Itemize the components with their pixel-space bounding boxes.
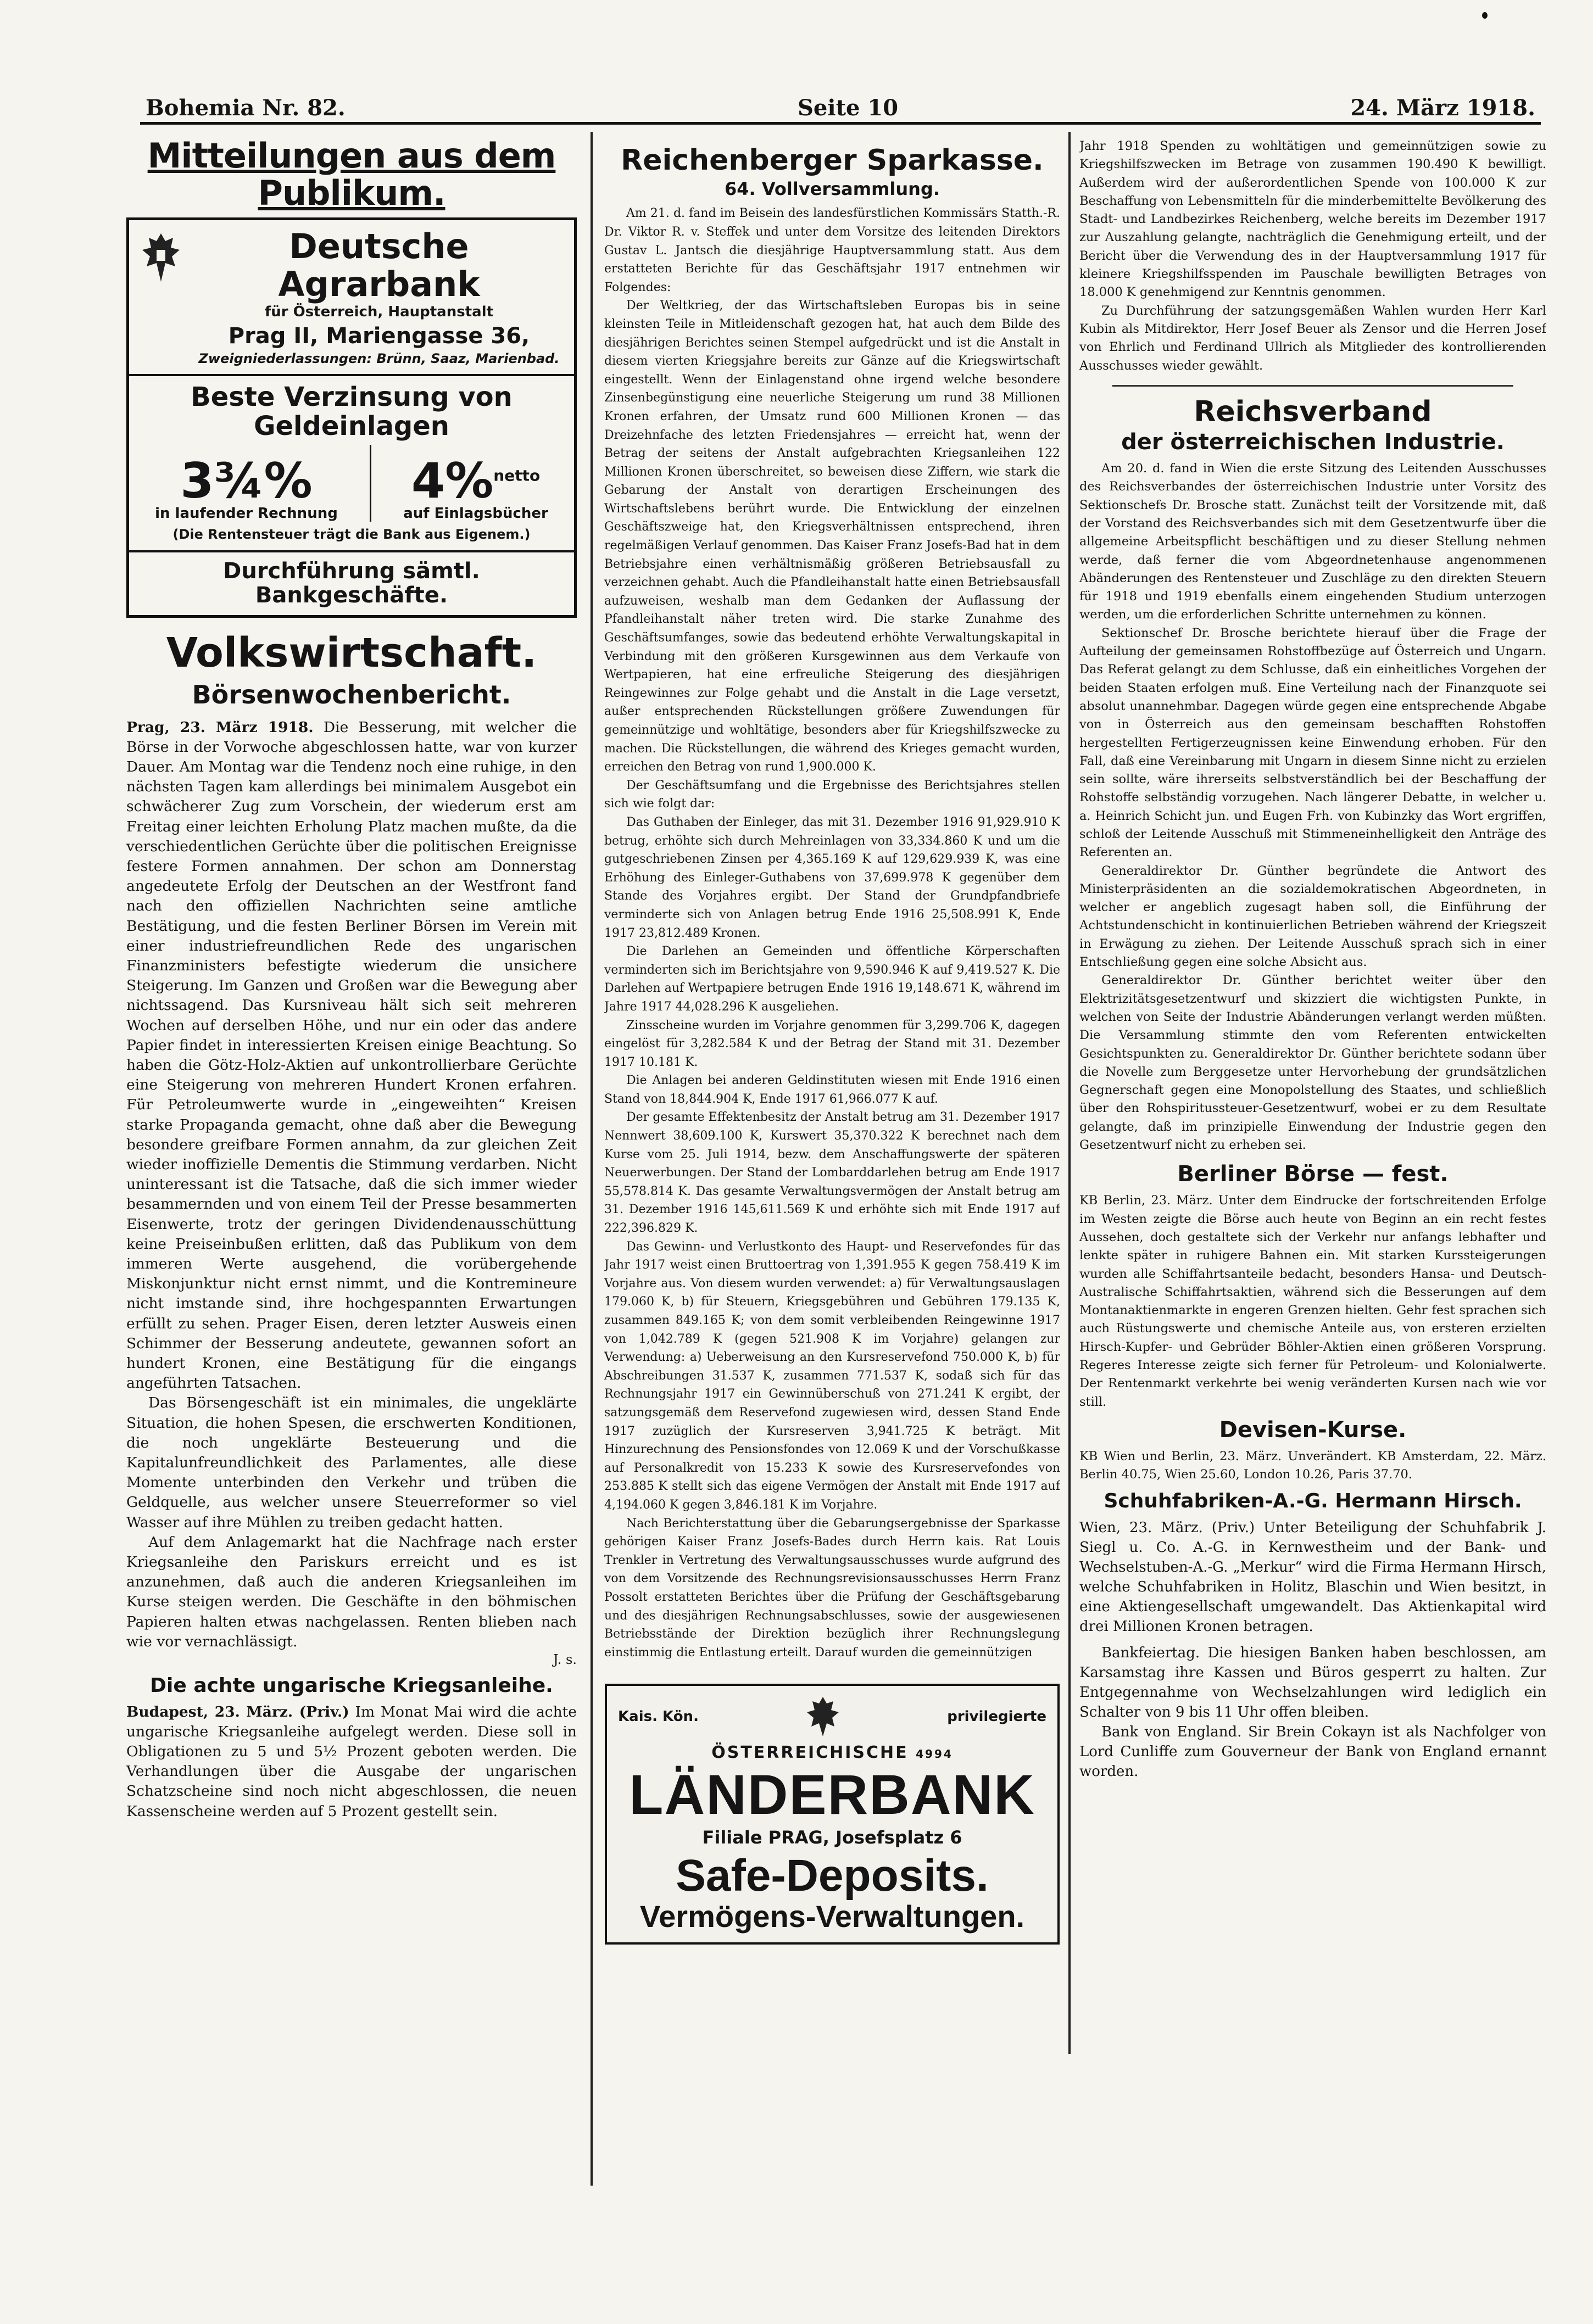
- sparkasse-cont-p2: Zu Durchführung der satzungsgemäßen Wahlen wurden Herr Karl Kubin als Mitdirektor, Herr Josef Beuer als Zensor und die Herren Josef von Ehrlich und Ferdinand Ullrich als Mitglieder des kontrollierenden Ausschusses wieder gewählt.: [1079, 303, 1546, 373]
- agrarbank-address: Prag II, Mariengasse 36,: [228, 323, 530, 349]
- column-rule-2: [1068, 132, 1071, 2054]
- sparkasse-p7: Die Anlagen bei anderen Geldinstituten wiesen mit Ende 1916 einen Stand von 18,844.904 K, Ende 1917 61,966.077 K auf.: [604, 1074, 1060, 1106]
- agrarbank-ad: [126, 217, 577, 617]
- separator: [1112, 385, 1513, 387]
- rate-current-label: in laufender Rechnung: [155, 505, 338, 522]
- agrarbank-tax-note: (Die Rentensteuer trägt die Bank aus Eigenem.): [172, 527, 531, 543]
- rate-books: [403, 452, 548, 522]
- ungarisch-text: Im Monat Mai wird die achte ungarische Kriegsanleihe aufgelegt werden. Diese soll in Obligationen zu 5 und 5½ Prozent geboten werden. Die Verhandlungen über die Ausgabe der ungarischen Schatzscheine sind noch nicht abgeschlossen, die neuen Kassenscheine werden auf 5 Prozent gestellt sein.: [126, 1703, 577, 1820]
- sparkasse-subtitle: 64. Vollversammlung.: [724, 178, 940, 200]
- bankfeiertag-text: Bankfeiertag. Die hiesigen Banken haben beschlossen, am Karsamstag ihre Kassen und Büros gesperrt zu halten. Zur Entgegennahme von Wechselzahlungen wird lediglich ein Schalter von 9 bis 11 Uhr offen bleiben.: [1079, 1645, 1546, 1721]
- column-2: [604, 137, 1060, 2186]
- laender-top-right: privilegierte: [947, 1708, 1046, 1725]
- hirsch-title: Schuhfabriken-A.-G. Hermann Hirsch.: [1104, 1490, 1522, 1513]
- rate-books-sup: netto: [493, 467, 541, 485]
- sparkasse-p3: Der Geschäftsumfang und die Ergebnisse des Berichtsjahres stellen sich wie folgt dar:: [604, 778, 1060, 811]
- reichsverband-p1: Am 20. d. fand in Wien die erste Sitzung des Leitenden Ausschusses des Reichsverbandes der österreichischen Industrie unter Vorsitz des Sektionschefs Dr. Brosche statt. Zunächst teilt der Vorsitzende mit, daß der Vorstand des Reichsverbandes sich mit dem Gesetzentwurfe über die allgemeine Arbeitspflicht beschäftigen und zu dieser Stellung nehmen werde, daß ferner die vom Abgeordnetenhause angenommenen Abänderungen des Rentensteuer und Zuschläge zu den direkten Steuern für 1918 und 1919 ebenfalls einem eingehenden Studium unterzogen werden, um die erforderlichen Schritte unternehmen zu können.: [1079, 461, 1546, 622]
- laender-name: LÄNDERBANK: [629, 1763, 1035, 1826]
- rate-divider: [370, 445, 371, 522]
- berliner-text: KB Berlin, 23. März. Unter dem Eindrucke der fortschreitenden Erfolge im Westen zeigte die Börse auch heute von Beginn an ein recht festes Aussehen, doch gestaltete sich der Verkehr nur anfangs lebhafter und lenkte später in ruhigere Bahnen ein. Mit starken Kurssteigerungen wurden alle Schiffahrtsanteile bedacht, besonders Hansa- und Deutsch-Australische Schiffahrtsaktien, während sich die Besserungen auf dem Montanaktienmarkte in engeren Grenzen hielten. Gehr fest sprachen sich auch Rüstungswerte und chemische Anteile aus, von ersteren erzielten Hirsch-Kupfer- und Gebrüder Böhler-Aktien einen größeren Vorsprung. Regeres Interesse zeigte sich ferner für Petroleum- und Kolonialwerte. Der Rentenmarkt verkehrte bei wenig veränderten Kursen nach wie vor still.: [1079, 1193, 1546, 1409]
- column-rule-1: [591, 132, 593, 2186]
- sparkasse-title: Reichenberger Sparkasse.: [621, 144, 1044, 177]
- laenderbank-ad: [605, 1684, 1060, 1945]
- header-issue: Bohemia Nr. 82.: [146, 95, 346, 121]
- hirsch-text: Wien, 23. März. (Priv.) Unter Beteiligung der Schuhfabrik J. Siegl u. Co. A.-G. in Kernwestheim und der Bank- und Wechselstuben-A.-G. „Merkur“ wird die Firma Hermann Hirsch, welche Schuhfabriken in Holitz, Blaschin und Wien besitzt, in eine Aktiengesellschaft umgewandelt. Das Aktienkapital wird drei Millionen Kronen betragen.: [1079, 1519, 1546, 1635]
- page-header: [146, 88, 1535, 121]
- berliner-title: Berliner Börse — fest.: [1177, 1161, 1449, 1187]
- laender-number: 4994: [916, 1747, 953, 1761]
- agrarbank-line1: für Österreich, Hauptanstalt: [264, 303, 494, 320]
- agrarbank-branches: Zweigniederlassungen: Brünn, Saaz, Marienbad.: [198, 350, 560, 366]
- header-date: 24. März 1918.: [1350, 95, 1535, 121]
- rate-current: [155, 452, 338, 522]
- sparkasse-p10: Nach Berichterstattung über die Gebarungsergebnisse der Sparkasse gehörigen Kaiser Franz Josefs-Bades durch Herrn kais. Rat Louis Trenkler in Vertretung des Verwaltungsausschusses wurde aufgrund des von dem Vorsitzende des Rechnungsrevisionsausschusses Herrn Franz Possolt erstatteten Berichtes über die Prüfung der Geschäftsgebarung und des diesjährigen Rechnungsabschlusses, sowie der ausgewiesenen Betriebsstände der Direktion bezüglich ihrer Rechnungslegung einstimmig die Entlastung erteilt. Darauf wurden die gemeinnützigen: [604, 1516, 1060, 1660]
- ad-divider: [129, 374, 574, 376]
- laender-top-left: Kais. Kön.: [618, 1708, 699, 1725]
- column-3: [1079, 137, 1546, 2114]
- devisen-text: KB Wien und Berlin, 23. März. Unverändert. KB Amsterdam, 22. März. Berlin 40.75, Wien 25.60, London 10.26, Paris 37.70.: [1079, 1449, 1546, 1482]
- sparkasse-p1: Am 21. d. fand im Beisein des landesfürstlichen Kommissärs Statth.-R. Dr. Viktor R. v. Steffek und unter dem Vorsitze des leitenden Direktors Gustav L. Jantsch die diesjährige Hauptversammlung statt. Aus dem erstatteten Berichte für das Geschäftsjahr 1917 entnehmen wir Folgendes:: [604, 206, 1060, 294]
- rate-books-label: auf Einlagsbücher: [403, 505, 548, 522]
- reichsverband-p4: Generaldirektor Dr. Günther berichtet weiter über den Elektrizitätsgesetzentwurf und skizziert die wichtigsten Punkte, in welchen von Seite der Industrie Abänderungen verlangt werden müßten. Die Versammlung stimmte den vom Referenten entwickelten Gesichtspunkten zu. Generaldirektor Dr. Günther berichtete sodann über die Novelle zum Berggesetze unter Hervorhebung der grundsätzlichen Gegnerschaft gegen eine Monopolstellung des Staates, und schließlich über den Rohspiritussteuer-Gesetzentwurf, wobei er zu dem Resultate gelangte, daß im prinzipielle Einwendung der Industrie gegen den Gesetzentwurf nicht zu erheben sei.: [1079, 973, 1546, 1153]
- boersen-text-3: Auf dem Anlagemarkt hat die Nachfrage nach erster Kriegsanleihe den Pariskurs erreicht und es ist anzunehmen, daß auch die anderen Kriegsanleihen im Kurse steigen werden. Die Geschäfte in den böhmischen Papieren halten etwas nachgelassen. Renten blieben nach wie vor vernachlässigt.: [126, 1533, 577, 1650]
- agrarbank-headline: Beste Verzinsung von Geldeinlagen: [191, 381, 513, 442]
- section-title-volkswirtschaft: Volkswirtschaft.: [166, 629, 537, 677]
- sparkasse-p9: Das Gewinn- und Verlustkonto des Haupt- und Reservefondes für das Jahr 1917 weist einen Bruttoertrag von 1,391.955 K gegen 758.419 K im Vorjahre aus. Von diesem wurden verwendet: a) für Verwaltungsauslagen 179.060 K, b) für Steuern, Kriegsgebühren und Gebühren 179.135 K, zusammen 849.165 K; von dem somit verbleibenden Reingewinne 1917 von 1,042.789 K (gegen 521.908 K im Vorjahre) gelangen zur Verwendung: a) Ueberweisung an den Kursreservefond 750.000 K, b) für Abschreibungen 31.537 K, zusammen 771.537 K, sodaß sich für das Rechnungsjahr 1917 ein Gewinnüberschuß von 271.241 K ergibt, der satzungsgemäß dem Reservefond zugewiesen wird, dessen Stand Ende 1917 zuzüglich der Kursreserven 3,941.725 K beträgt. Mit Hinzurechnung des Pensionsfondes von 12.069 K und der Vorschußkasse auf Personalkredit von 15.233 K sowie des Kursreservefondes von 253.885 K stellt sich das eigene Vermögen der Anstalt mit Ende 1917 auf 4,194.060 K gegen 3,846.181 K im Vorjahre.: [604, 1239, 1060, 1512]
- reichsverband-subtitle: der österreichischen Industrie.: [1121, 429, 1505, 455]
- laender-sub: ÖSTERREICHISCHE: [711, 1743, 909, 1763]
- sparkasse-p5: Die Darlehen an Gemeinden und öffentliche Körperschaften verminderten sich im Berichtsjahre von 9,590.946 K auf 9,419.527 K. Die Darlehen auf Wertpapiere betrugen Ende 1916 19,148.671 K, während im Jahre 1917 44,028.296 K ausgeliehen.: [604, 945, 1060, 1014]
- ungarisch-title: Die achte ungarische Kriegsanleihe.: [150, 1674, 553, 1697]
- laender-safe: Safe-Deposits.: [676, 1851, 989, 1901]
- reichsverband-title: Reichsverband: [1194, 395, 1432, 428]
- boersen-text-2: Das Börsengeschäft ist ein minimales, die ungeklärte Situation, die hohen Spesen, die erschwerten Konditionen, die noch ungeklärte Besteuerung und die Kapitalunfreundlichkeit des Parlamentes, alle diese Momente unterbinden den Verkehr und trüben die Geldquelle, aus welcher unsere Steuerreformer so viel Wasser auf ihre Mühlen zu treiben gedacht hatten.: [126, 1394, 577, 1531]
- ad-divider-2: [129, 550, 574, 552]
- boersen-signature: J. s.: [553, 1652, 577, 1668]
- sparkasse-p8: Der gesamte Effektenbesitz der Anstalt betrug am 31. Dezember 1917 Nennwert 38,609.100 K, Kurswert 35,370.322 K berechnet nach dem Kurse vom 25. Juli 1914, bezw. dem Anschaffungswerte der späteren Neuerwerbungen. Der Stand der Lombarddarlehen betrug am Ende 1917 55,578.814 K. Das gesamte Verwaltungsvermögen der Anstalt betrug am 31. Dezember 1916 145,611.569 K und erhöhte sich mit Ende 1917 auf 222,396.829 K.: [604, 1110, 1060, 1236]
- header-rule: [140, 122, 1541, 125]
- rates: [139, 445, 564, 522]
- devisen-title: Devisen-Kurse.: [1219, 1417, 1407, 1443]
- sparkasse-p6: Zinsscheine wurden im Vorjahre genommen für 3,299.706 K, dagegen eingelöst für 3,282.584 K und der Betrag der Stand mit 31. Dezember 1917 10.181 K.: [604, 1018, 1060, 1069]
- crest-icon: [804, 1695, 842, 1739]
- banner-publikum: Mitteilungen aus dem Publikum.: [147, 137, 556, 214]
- boersen-text: Die Besserung, mit welcher die Börse in der Vorwoche abgeschlossen hatte, war von kurzer Dauer. Am Montag war die Tendenz noch eine ruhige, in den nächsten Tagen kam allerdings bei minimalem Ausgebot ein schwächerer Zug zum Vorschein, der wiederum erst am Freitag einer leichten Erholung Platz machen mußte, da die verschiedentlichen Gerüchte über die politischen Ereignisse festere Formen annahmen. Der schon am Donnerstag angedeutete Erfolg der Deutschen an der Westfront fand nach den offiziellen Nachrichten seine amtliche Bestätigung, und die festen Berliner Börsen im Verein mit einer industriefreundlichen Rede des ungarischen Finanzministers befestigte wiederum die unsichere Steigerung. Im Ganzen und Großen war die Bewegung aber nichtssagend. Das Kursniveau hält sich seit mehreren Wochen auf derselben Höhe, und nur ein oder das andere Papier findet in interessierten Kreisen einige Beachtung. So haben die Götz-Holz-Aktien auf unkontrollierbare Gerüchte eine Steigerung von mehreren Hundert Kronen erfahren. Für Petroleumwerte wurde in „eingeweihten“ Kreisen starke Propaganda gemacht, ohne daß aber die Bewegung besondere greifbare Formen annahm, da zur gleichen Zeit wieder inoffizielle Dementis die Stimmung verdarben. Nicht uninteressant ist die Tatsache, daß die sich immer wieder besammernden und von einem Teil der Presse besammerten Eisenwerte, trotz der geringen Dividendenausschüttung keine Preiseinbußen erlitten, daß das Publikum von dem immeren Werte ausgehend, die vorübergehende Miskonjunktur nicht ernst nimmt, und die Kontremineure nicht imstande sind, ihre hochgespannten Erwartungen erfüllt zu sehen. Prager Eisen, deren letzter Ausweis einen Schimmer der Besserung andeutete, gewannen sofort an hundert Kronen, eine Bestätigung für die eingangs angeführten Tatsachen.: [126, 718, 577, 1392]
- rate-books-value: 4%: [411, 452, 494, 510]
- reichsverband-p2: Sektionschef Dr. Brosche berichtete hierauf über die Frage der Aufteilung der gemeinsamen Rohstoffbezüge auf Österreich und Ungarn. Das Referat gelangt zu dem Schlusse, daß ein einheitliches Vorgehen der beiden Staaten erfolgen muß. Eine Verteilung nach der Finanzquote sei absolut unannehmbar. Dagegen würde gegen eine entsprechende Abgabe von in Österreich aus den gemeinsam beschafften Rohstoffen hergestellten Fertigerzeugnissen keine Einwendung erhoben. Für den Fall, daß eine Vereinbarung mit Ungarn in diesem Sinne nicht zu erzielen sein sollte, wäre ihrerseits selbstverständlich bei der Beschaffung der Rohstoffe selbständig vorzugehen. Nach längerer Debatte, in welcher u. a. Heinrich Schicht jun. und Eugen Frh. von Kubinzky das Wort ergriffen, schloß der Leitende Ausschuß mit Stimmeneinhelligkeit den Anträge des Referenten an.: [1079, 625, 1546, 860]
- sparkasse-p4: Das Guthaben der Einleger, das mit 31. Dezember 1916 91,929.910 K betrug, erhöhte sich durch Mehreinlagen von 33,334.860 K und um die gutgeschriebenen Zinsen per 4,365.169 K auf 129,629.939 K, was eine Erhöhung des Einleger-Guthabens von 37,699.978 K gegenüber dem Stande des Vorjahres ergibt. Der Stand der Grundpfandbriefe verminderte sich von Anlagen betrug Ende 1916 25,508.991 K, Ende 1917 23,812.489 Kronen.: [604, 815, 1060, 940]
- column-1: [126, 137, 577, 2180]
- boersen-dateline: Prag, 23. März 1918.: [126, 718, 314, 736]
- bank-england-text: Bank von England. Sir Brein Cokayn ist als Nachfolger von Lord Cunliffe zum Gouverneur der Bank von England ernannt worden.: [1079, 1724, 1546, 1780]
- agrarbank-name: Deutsche Agrarbank: [278, 226, 480, 304]
- boersen-title: Börsenwochenbericht.: [192, 679, 511, 710]
- sparkasse-cont-p1: Jahr 1918 Spenden zu wohltätigen und gemeinnützigen sowie zu Kriegshilfszwecken im Betrage von zusammen 190.490 K bewilligt. Außerdem wird der außerordentlichen Spende von 100.000 K zur Beschaffung von Lebensmitteln für die minderbemittelte Bevölkerung des Stadt- und Landbezirkes Reichenberg, welche bereits im Dezember 1917 zur Auszahlung gelangte, nachträglich die Genehmigung erteilt, und der Bericht über die Verwendung des in der Hauptversammlung 1917 für kleinere Kriegshilfsspenden im Pauschale bewilligten Betrages von 18.000 K genehmigend zur Kenntnis genommen.: [1079, 139, 1546, 300]
- header-page: Seite 10: [798, 95, 899, 121]
- rate-current-value: 3¾%: [180, 452, 313, 510]
- laender-filiale: Filiale PRAG, Josefsplatz 6: [702, 1827, 962, 1848]
- laender-verwaltungen: Vermögens-Verwaltungen.: [639, 1899, 1025, 1934]
- sparkasse-p2: Der Weltkrieg, der das Wirtschaftsleben Europas bis in seine kleinsten Teile in Mitleidenschaft gezogen hat, hat auch dem Bilde des diesjährigen Berichtes seinen Stempel aufgedrückt und ist die Anstalt in diesem vierten Kriegsjahre bereits zur Gänze auf die Kriegswirtschaft eingestellt. Wenn der Einlagenstand ohne irgend welche besondere Zinsenbegünstigung eine neuerliche Steigerung um rund 38 Millionen Kronen erfahren, der Umsatz rund 600 Millionen Kronen — das Dreizehnfache des letzten Friedensjahres — erreicht hat, wenn der Betrag der seitens der Anstalt aufgebrachten Kriegsanleihen 122 Millionen Kronen überschreitet, so beweisen diese Ziffern, wie stark die Gebarung der Anstalt von derartigen Erscheinungen des Wirtschaftslebens berührt wurde. Die Entwicklung der einzelnen Geschäftszweige hat, den Kriegsverhältnissen entsprechend, ihren regelmäßigen Verlauf genommen. Das Kaiser Franz Josefs-Bad hat in dem Betriebsjahre einen verhältnismäßig größeren Betriebsausfall zu verzeichnen gehabt. Auch die Pfandleihanstalt hatte einen Betriebsausfall aufzuweisen, weshalb man dem Gedanken der Auflassung der Pfandleihanstalt näher treten wird. Die starke Zunahme des Geschäftsumfanges, sowie das bedeutend erhöhte Verwaltungskapital in Verbindung mit den größeren Kursgewinnen aus dem Verkaufe von Wertpapieren, hat eine erfreuliche Steigerung des diesjährigen Reingewinnes zur Folge gehabt und die Anstalt in die Lage versetzt, außer entsprechenden Rückstellungen größere Zuwendungen für gemeinnützige und wohltätige, besonders aber für Kriegshilfszwecke zu machen. Die Rückstellungen, die während des Krieges gemacht wurden, erreichen den Betrag von rund 1,900.000 K.: [604, 299, 1060, 774]
- double-eagle-icon: [139, 228, 183, 288]
- agrarbank-footer: Durchführung sämtl. Bankgeschäfte.: [223, 558, 480, 608]
- ungarisch-dateline: Budapest, 23. März. (Priv.): [126, 1703, 349, 1720]
- reichsverband-p3: Generaldirektor Dr. Günther begründete die Antwort des Ministerpräsidenten an die sozialdemokratischen Abgeordneten, in welcher er angeblich zugesagt haben soll, die Einführung der Achtstundenschicht in kontinuierlichen Betrieben während der Kriegszeit in Erwägung zu ziehen. Der Leitende Ausschuß sprach sich in einer Entschließung gegen eine solche Absicht aus.: [1079, 863, 1546, 970]
- scan-speck: [1482, 12, 1488, 19]
